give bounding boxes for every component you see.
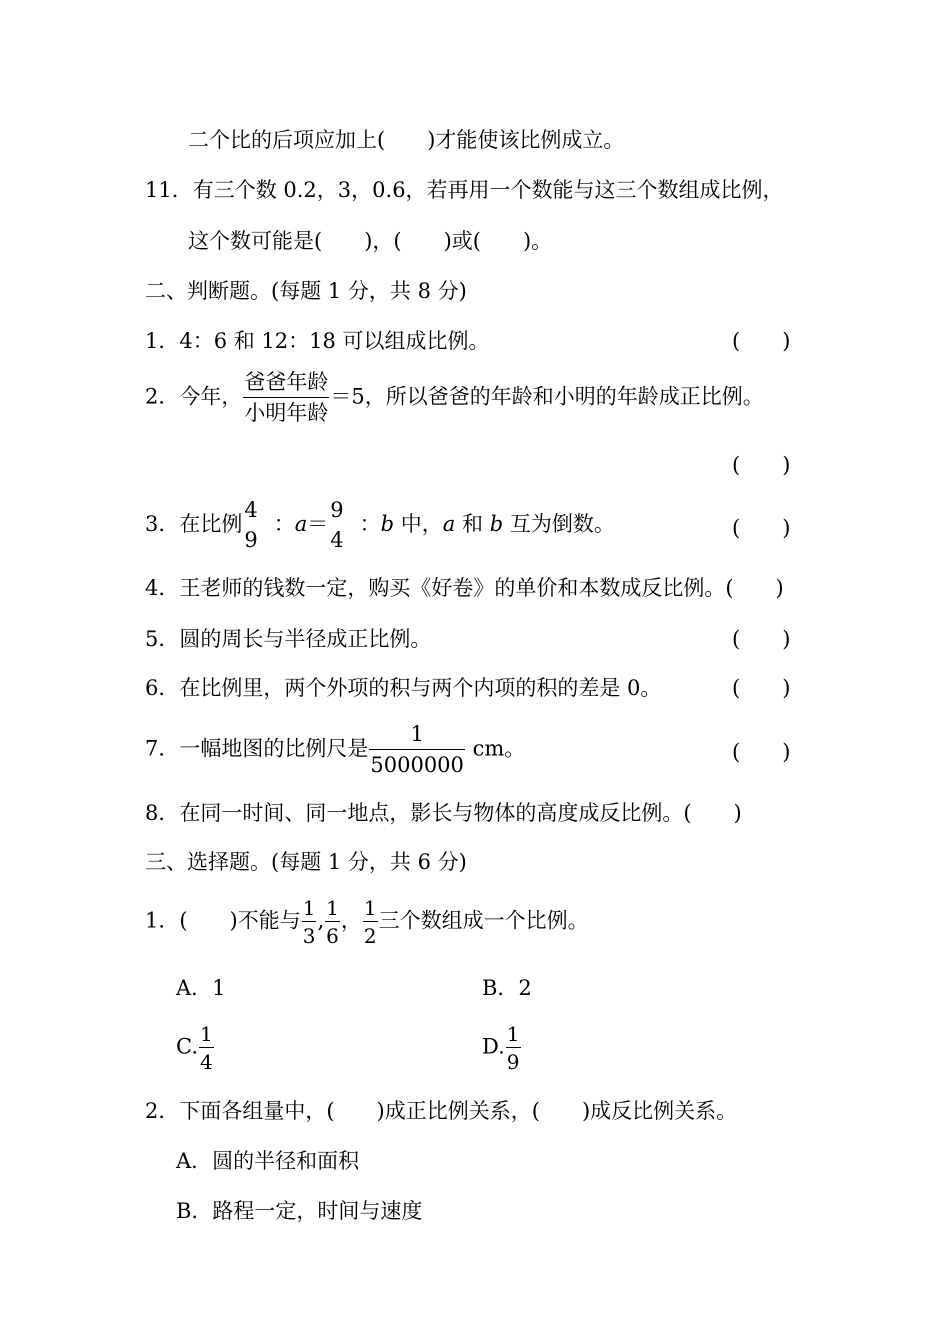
judge-5-answer-blank[interactable]: ( ) bbox=[732, 627, 791, 651]
question-11-line-2: 这个数可能是( )，( )或( )。 bbox=[188, 229, 553, 253]
fraction-numerator: 9 bbox=[330, 498, 344, 522]
judge-2-fraction bbox=[243, 372, 329, 424]
judge-1-answer-blank[interactable]: ( ) bbox=[732, 329, 791, 353]
variable-b: b bbox=[380, 512, 395, 536]
fraction-numerator: 1 bbox=[326, 896, 339, 920]
judge-2 bbox=[145, 372, 764, 424]
judge-3-fraction-1 bbox=[243, 500, 258, 551]
fraction-numerator: 1 bbox=[302, 896, 316, 920]
judge-8: 8．在同一时间、同一地点，影长与物体的高度成反比例。( ) bbox=[145, 801, 742, 825]
separator: , bbox=[317, 908, 325, 933]
fraction-numerator: 1 bbox=[200, 1022, 213, 1046]
choice-1-post: 三个数组成一个比例。 bbox=[378, 908, 589, 933]
choice-1-fraction-1 bbox=[302, 898, 317, 946]
equals-sign: ＝ bbox=[307, 512, 329, 536]
choice-1-option-c[interactable] bbox=[176, 1024, 215, 1072]
option-label: D. bbox=[482, 1034, 505, 1059]
judge-7-pre: 7．一幅地图的比例尺是 bbox=[145, 736, 369, 761]
fraction-numerator: 4 bbox=[244, 498, 258, 522]
judge-4: 4．王老师的钱数一定，购买《好卷》的单价和本数成反比例。( ) bbox=[145, 576, 784, 600]
judge-3-answer-blank[interactable]: ( ) bbox=[732, 516, 791, 540]
choice-1-pre: 1．( )不能与 bbox=[145, 908, 301, 933]
fraction-numerator: 1 bbox=[506, 1022, 520, 1046]
judge-7-answer-blank[interactable]: ( ) bbox=[732, 740, 791, 764]
judge-3-pre: 3．在比例 bbox=[145, 512, 243, 536]
judge-3-fraction-2 bbox=[329, 500, 344, 551]
question-11-line-1: 11．有三个数 0.2，3，0.6，若再用一个数能与这三个数组成比例， bbox=[145, 178, 784, 202]
ratio-colon: ： bbox=[359, 512, 381, 536]
fraction-denominator: 9 bbox=[244, 528, 258, 552]
judge-6: 6．在比例里，两个外项的积与两个内项的积的差是 0。 bbox=[145, 676, 662, 700]
judge-7 bbox=[145, 724, 525, 776]
variable-a: a bbox=[442, 512, 456, 536]
judge-6-answer-blank[interactable]: ( ) bbox=[732, 676, 791, 700]
choice-1 bbox=[145, 898, 589, 946]
choice-1-option-d[interactable] bbox=[482, 1024, 522, 1072]
fraction-denominator: 5000000 bbox=[370, 753, 464, 777]
fraction-numerator: 1 bbox=[363, 896, 377, 920]
fraction-denominator: 9 bbox=[506, 1050, 520, 1074]
fraction-denominator: 2 bbox=[363, 924, 377, 948]
option-label: C. bbox=[176, 1034, 198, 1059]
section-2-title: 二、判断题。(每题 1 分，共 8 分) bbox=[145, 279, 467, 303]
fraction-denominator: 小明年龄 bbox=[244, 401, 329, 425]
choice-2: 2．下面各组量中，( )成正比例关系，( )成反比例关系。 bbox=[145, 1099, 738, 1123]
judge-3 bbox=[145, 500, 615, 551]
judge-5: 5．圆的周长与半径成正比例。 bbox=[145, 627, 432, 651]
fraction-denominator: 3 bbox=[302, 924, 316, 948]
choice-2-option-b[interactable]: B．路程一定，时间与速度 bbox=[176, 1199, 423, 1223]
choice-1-fraction-3 bbox=[363, 898, 378, 946]
judge-3-post: 互为倒数。 bbox=[503, 512, 615, 536]
fraction-numerator: 爸爸年龄 bbox=[243, 372, 329, 398]
judge-3-text: 和 bbox=[455, 512, 490, 536]
judge-1: 1．4：6 和 12：18 可以组成比例。 bbox=[145, 329, 490, 353]
judge-2-post: ＝5，所以爸爸的年龄和小明的年龄成正比例。 bbox=[330, 384, 764, 409]
fraction-denominator: 4 bbox=[200, 1050, 213, 1074]
judge-2-pre: 2．今年， bbox=[145, 384, 243, 409]
variable-a: a bbox=[294, 512, 308, 536]
ratio-colon: ： bbox=[273, 512, 295, 536]
choice-1-option-b[interactable]: B．2 bbox=[482, 976, 532, 1000]
option-c-fraction bbox=[199, 1024, 214, 1072]
choice-2-option-a[interactable]: A．圆的半径和面积 bbox=[176, 1149, 360, 1173]
judge-3-text: 中， bbox=[394, 512, 443, 536]
judge-2-answer-blank[interactable]: ( ) bbox=[732, 453, 791, 477]
fraction-denominator: 4 bbox=[330, 528, 344, 552]
choice-1-fraction-2 bbox=[325, 898, 340, 946]
option-d-fraction bbox=[506, 1024, 521, 1072]
judge-7-post: cm。 bbox=[465, 736, 526, 761]
variable-b: b bbox=[489, 512, 504, 536]
fraction-numerator: 1 bbox=[369, 724, 465, 750]
separator: ， bbox=[340, 908, 362, 933]
choice-1-option-a[interactable]: A．1 bbox=[176, 976, 226, 1000]
fraction-denominator: 6 bbox=[326, 924, 339, 948]
question-10-continuation: 二个比的后项应加上( )才能使该比例成立。 bbox=[188, 128, 625, 152]
section-3-title: 三、选择题。(每题 1 分，共 6 分) bbox=[145, 850, 467, 874]
judge-7-fraction bbox=[369, 724, 465, 776]
